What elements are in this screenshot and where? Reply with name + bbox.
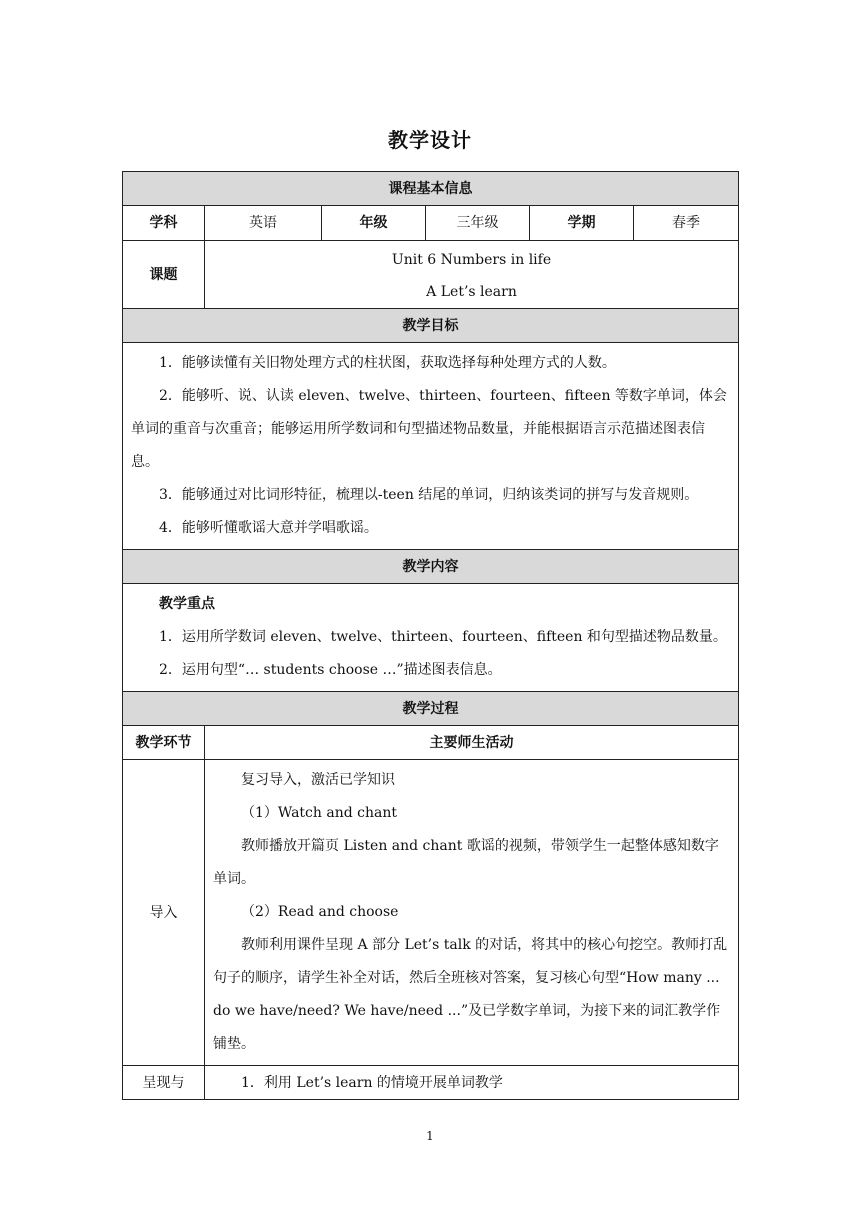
objective-item: 3．能够通过对比词形特征，梳理以-teen 结尾的单词，归纳该类词的拼写与发音规则。 [159,487,699,503]
topic-line-2: A Let’s learn [426,283,517,300]
content-item: 1．运用所学数词 eleven、twelve、thirteen、fourteen、fifteen 和句型描述物品数量。 [159,629,727,645]
objective-item: 1．能够读懂有关旧物处理方式的柱状图，获取选择每种处理方式的人数。 [159,355,616,371]
stage-presentation-activities [205,1066,739,1100]
activity-line: （1）Watch and chant [241,805,397,821]
objective-item: 4．能够听懂歌谣大意并学唱歌谣。 [159,520,378,536]
content-body [123,584,739,692]
process-header: 教学过程 [123,692,739,726]
stage-presentation-label: 呈现与 [123,1066,205,1100]
grade-value: 三年级 [426,206,530,241]
activity-column-header: 主要师生活动 [205,726,739,760]
topic-line-1: Unit 6 Numbers in life [391,251,552,268]
page-number: 1 [426,1129,434,1143]
subject-label: 学科 [123,206,205,241]
term-label: 学期 [530,206,634,241]
activity-line: 教师利用课件呈现 A 部分 Let’s talk 的对话，将其中的核心句挖空。教师打乱句子的顺序，请学生补全对话，然后全班核对答案，复习核心句型“How many ... do we have/need? We have/need ...”及已学数字单词，为接下来的词汇教学作铺垫。 [213,937,728,1052]
content-header: 教学内容 [123,550,739,584]
lesson-plan-table [122,171,739,1100]
topic-label: 课题 [123,241,205,309]
focus-label: 教学重点 [159,596,215,612]
activity-line: 1．利用 Let’s learn 的情境开展单词教学 [241,1074,503,1091]
content-item: 2．运用句型“… students choose …”描述图表信息。 [159,662,502,678]
subject-value: 英语 [205,206,322,241]
activity-line: 教师播放开篇页 Listen and chant 歌谣的视频，带领学生一起整体感知数字单词。 [213,838,719,887]
stage-column-header: 教学环节 [123,726,205,760]
stage-intro-activities [205,760,739,1066]
objectives-header: 教学目标 [123,309,739,343]
topic-value [205,241,739,309]
document-title: 教学设计 [388,128,472,152]
term-value: 春季 [634,206,739,241]
objective-item: 2．能够听、说、认读 eleven、twelve、thirteen、fourteen、fifteen 等数字单词，体会单词的重音与次重音；能够运用所学数词和句型描述物品数量，并能根据语言示范描述图表信息。 [131,388,727,470]
activity-line: 复习导入，激活已学知识 [241,772,395,788]
basic-info-header: 课程基本信息 [123,172,739,206]
activity-line: （2）Read and choose [241,904,399,920]
stage-intro-label: 导入 [123,760,205,1066]
objectives-body [123,343,739,550]
grade-label: 年级 [322,206,426,241]
